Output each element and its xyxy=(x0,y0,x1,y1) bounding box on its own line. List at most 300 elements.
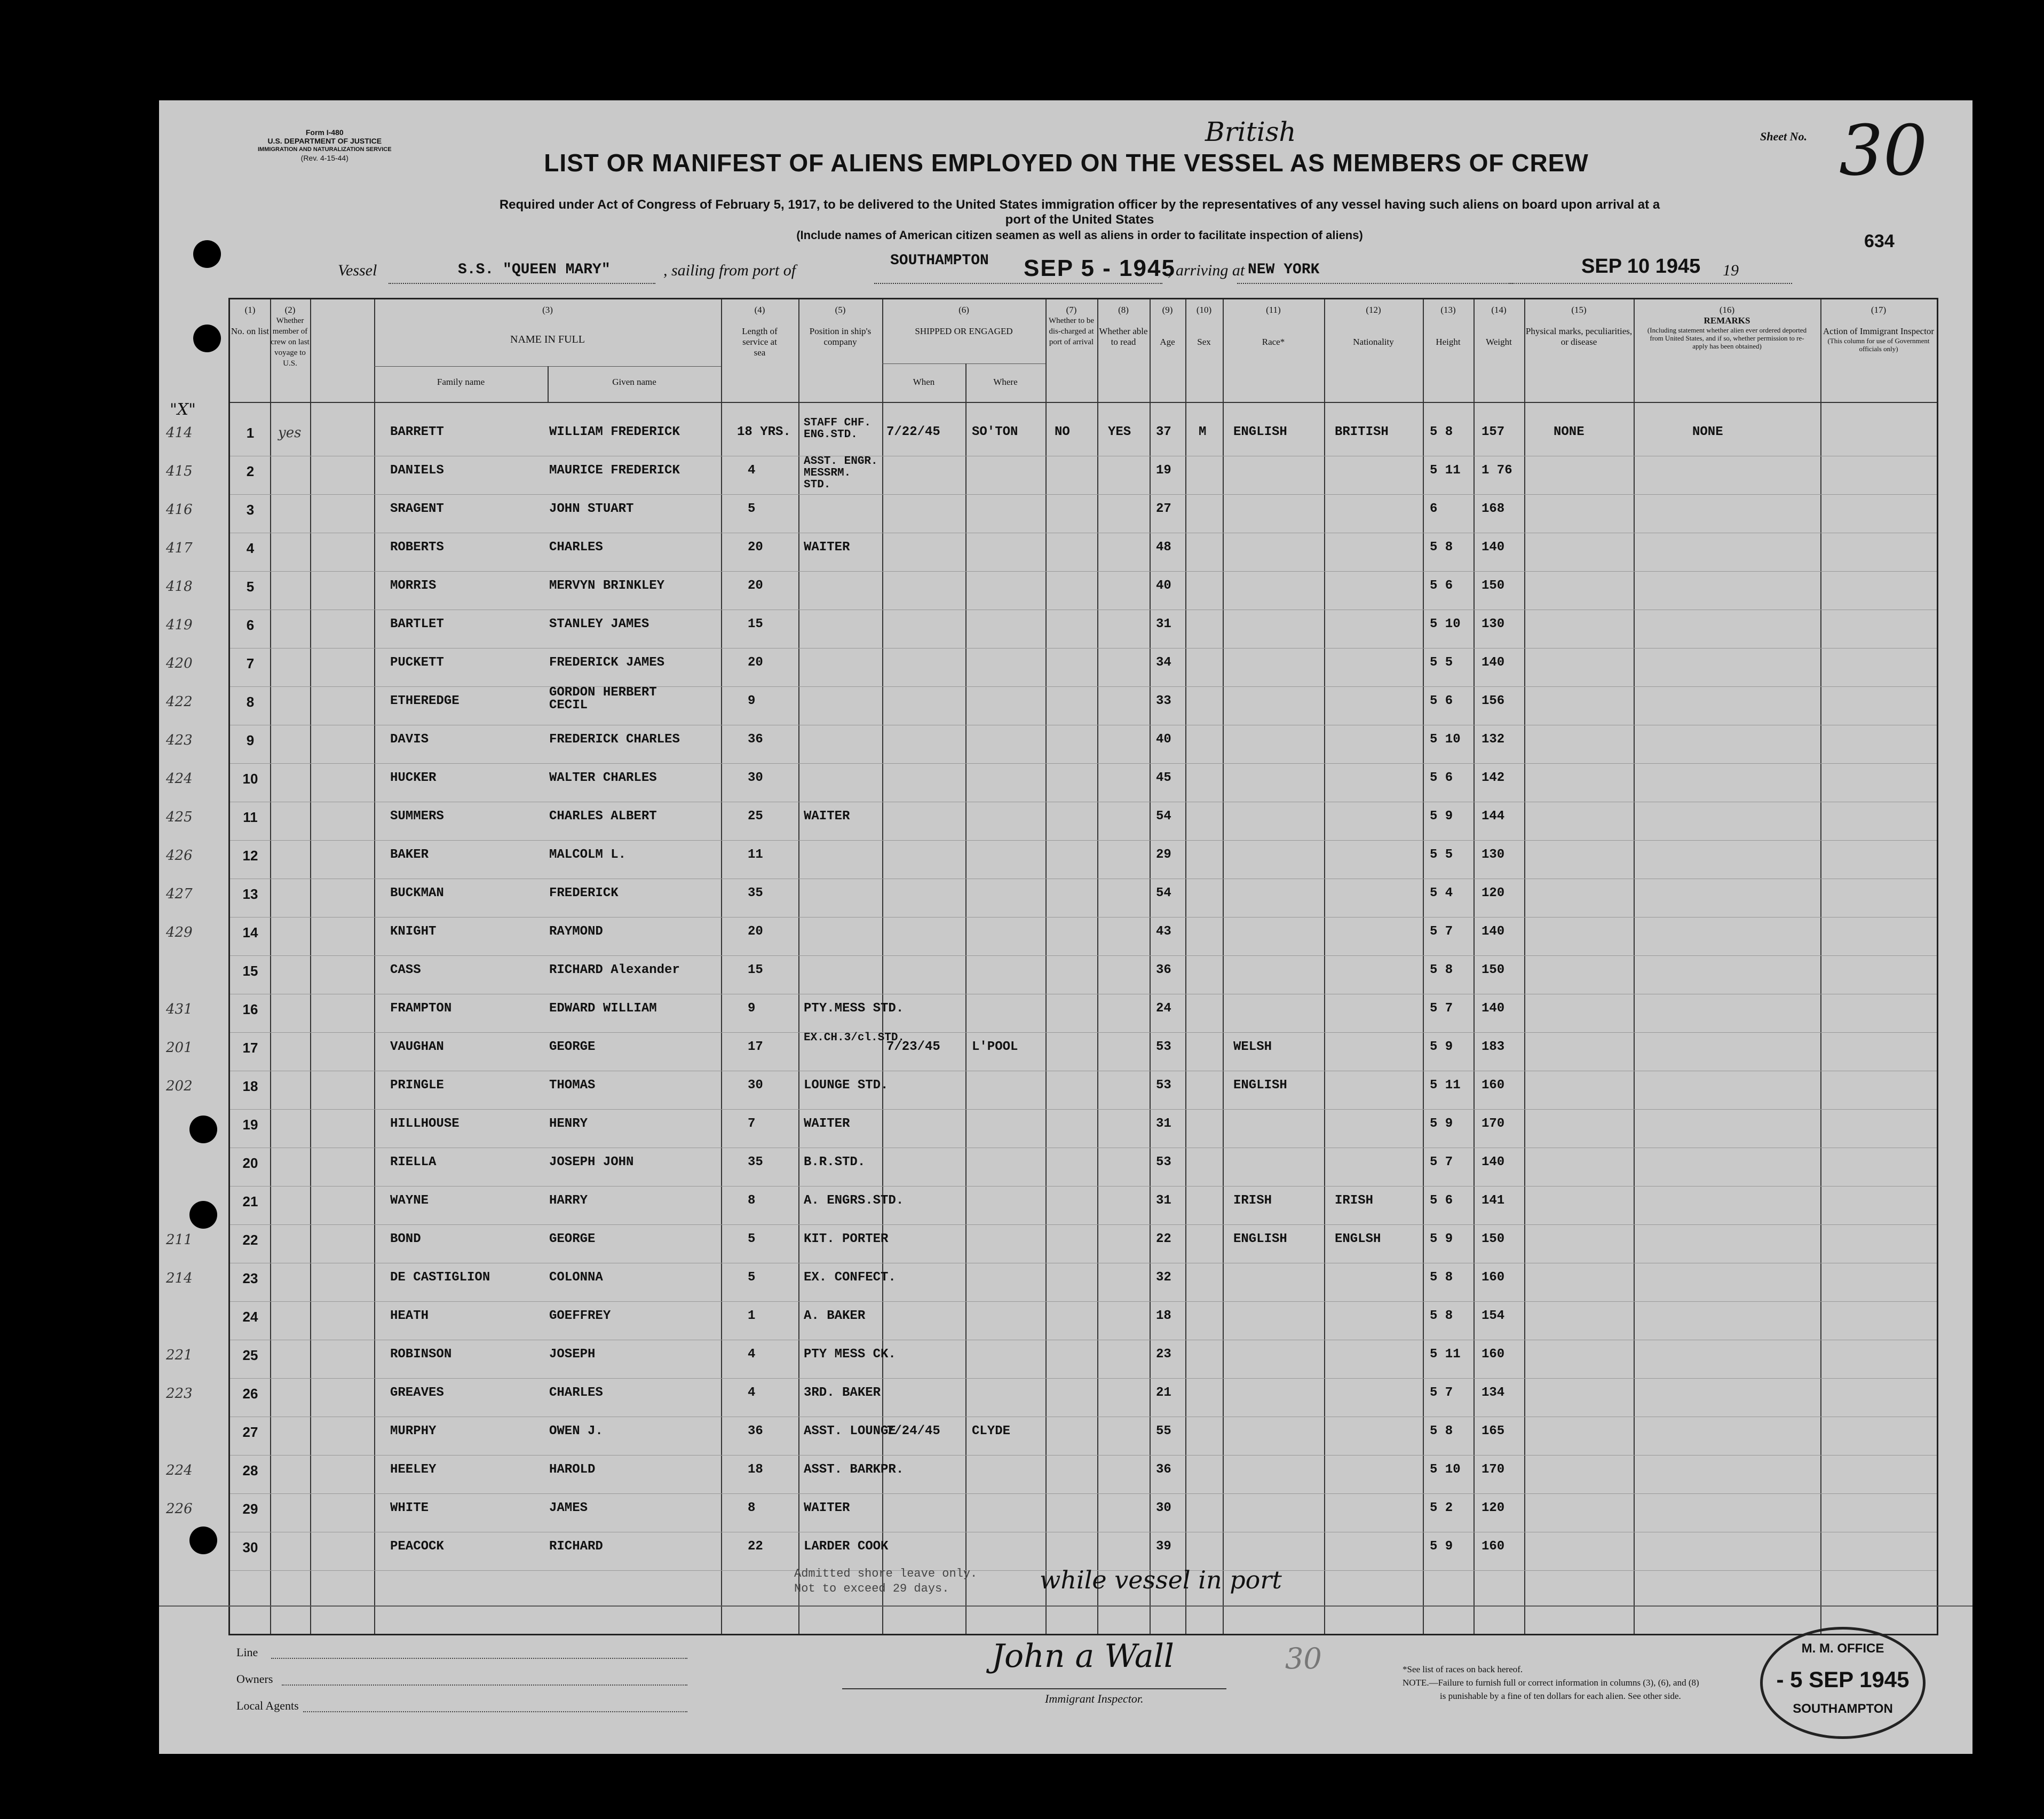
cell-age: 40 xyxy=(1156,732,1171,747)
cell-height: 5 6 xyxy=(1430,771,1453,785)
cell-age: 22 xyxy=(1156,1232,1171,1246)
col-num: (16) xyxy=(1719,305,1735,315)
cell-service: 17 xyxy=(748,1040,763,1054)
cell-height: 5 9 xyxy=(1430,809,1453,824)
cell-given: GORDON HERBERT CECIL xyxy=(549,685,657,713)
cell-age: 45 xyxy=(1156,771,1171,785)
cell-weight: 183 xyxy=(1481,1040,1505,1054)
stamp-top-text: M. M. OFFICE xyxy=(1801,1641,1884,1656)
col10-header xyxy=(1185,305,1223,347)
col-label: Whether able to read xyxy=(1099,326,1148,347)
cell-age: 36 xyxy=(1156,963,1171,977)
col-num: (7) xyxy=(1066,305,1077,315)
cell-service: 4 xyxy=(748,1386,756,1400)
row-number: 14 xyxy=(242,924,258,940)
cell-height: 5 6 xyxy=(1430,1193,1453,1208)
cell-height: 5 10 xyxy=(1430,732,1461,747)
port-underline xyxy=(874,283,1162,284)
cell-weight: 170 xyxy=(1481,1117,1505,1131)
punch-hole xyxy=(189,1116,217,1143)
col9-header xyxy=(1150,305,1185,347)
cell-weight: 154 xyxy=(1481,1309,1505,1323)
cell-where: L'POOL xyxy=(972,1040,1018,1054)
cell-service: 7 xyxy=(748,1117,756,1131)
margin-number: 211 xyxy=(166,1232,193,1248)
cell-position: PTY MESS CK. xyxy=(804,1347,896,1362)
row-number: 26 xyxy=(242,1386,258,1402)
margin-number: 423 xyxy=(166,732,193,748)
cell-height: 5 2 xyxy=(1430,1501,1453,1515)
cell-given: MALCOLM L. xyxy=(549,848,627,862)
col-num: (8) xyxy=(1118,305,1129,315)
row-rule xyxy=(230,955,1937,956)
margin-number: 221 xyxy=(166,1347,193,1363)
cell-weight: 150 xyxy=(1481,579,1505,593)
cell-family: BAKER xyxy=(390,848,429,862)
col-label: Race* xyxy=(1262,337,1285,347)
vessel-name: S.S. "QUEEN MARY" xyxy=(458,262,611,278)
col-label: Action of Immigrant Inspector xyxy=(1823,326,1935,336)
shore-leave-limit: Not to exceed 29 days. xyxy=(794,1582,949,1595)
cell-remarks: NONE xyxy=(1692,425,1723,439)
cell-given: JOSEPH xyxy=(549,1347,596,1362)
cell-age: 19 xyxy=(1156,463,1171,478)
column-divider xyxy=(374,299,375,1634)
cell-height: 5 7 xyxy=(1430,1386,1453,1400)
col4-header xyxy=(721,305,798,358)
cell-position: A. BAKER xyxy=(804,1309,866,1323)
row-rule xyxy=(230,1301,1937,1302)
cell-weight: 165 xyxy=(1481,1424,1505,1438)
cell-weight: 144 xyxy=(1481,809,1505,824)
vessel-label: Vessel xyxy=(338,262,377,279)
cell-position: EX. CONFECT. xyxy=(804,1270,896,1285)
col-note: (Including statement whether alien ever ordered deported from United States, and if so, whether permission to re-apply has been obtained) xyxy=(1647,326,1807,350)
cell-position: ASST. ENGR. MESSRM. STD. xyxy=(804,455,878,491)
cell-weight: 140 xyxy=(1481,655,1505,670)
row-number: 10 xyxy=(242,771,258,787)
col-label: REMARKS xyxy=(1704,315,1750,326)
col-num: (5) xyxy=(835,305,846,315)
given-name-header: Given name xyxy=(612,377,656,387)
cell-service: 11 xyxy=(748,848,763,862)
row-number: 7 xyxy=(246,655,255,671)
cell-position: EX.CH.3/cl.STD. xyxy=(804,1032,905,1044)
cell-race: ENGLISH xyxy=(1233,1078,1287,1093)
cell-given: GEORGE xyxy=(549,1232,596,1246)
col1-header xyxy=(230,305,270,337)
cell-when: 7/24/45 xyxy=(886,1424,940,1438)
cell-given: CHARLES ALBERT xyxy=(549,809,657,824)
cell-height: 5 8 xyxy=(1430,1270,1453,1285)
cell-weight: 140 xyxy=(1481,1001,1505,1016)
cell-family: DANIELS xyxy=(390,463,444,478)
cell-family: VAUGHAN xyxy=(390,1040,444,1054)
page-title: LIST OR MANIFEST OF ALIENS EMPLOYED ON THE VESSEL AS MEMBERS OF CREW xyxy=(544,149,1589,177)
row-number: 2 xyxy=(246,463,255,479)
margin-number: 424 xyxy=(166,771,193,787)
cell-service: 5 xyxy=(748,502,756,516)
cell-age: 48 xyxy=(1156,540,1171,555)
cell-position: 3RD. BAKER xyxy=(804,1386,881,1400)
shore-leave-note: Admitted shore leave only. xyxy=(794,1567,978,1580)
col8-header xyxy=(1097,305,1150,347)
cell-service: 9 xyxy=(748,694,756,708)
col-label: Physical marks, peculiarities, or disease xyxy=(1525,326,1633,347)
cell-age: 33 xyxy=(1156,694,1171,708)
cell-service: 36 xyxy=(748,1424,763,1438)
subtitle-line-1: Required under Act of Congress of February 5, 1917, to be delivered to the United States immigration officer by the representatives of any vessel having such aliens on board upon arrival at a xyxy=(499,197,1660,212)
cell-given: FREDERICK CHARLES xyxy=(549,732,680,747)
margin-number: 202 xyxy=(166,1078,193,1094)
cell-service: 20 xyxy=(748,924,763,939)
cell-family: BUCKMAN xyxy=(390,886,444,900)
row-rule xyxy=(230,840,1937,841)
cell-given: COLONNA xyxy=(549,1270,603,1285)
cell-given: HARRY xyxy=(549,1193,588,1208)
col5-header xyxy=(798,305,882,347)
cell-height: 5 7 xyxy=(1430,1155,1453,1169)
cell-height: 5 8 xyxy=(1430,425,1453,439)
cell-height: 5 8 xyxy=(1430,963,1453,977)
row-number: 25 xyxy=(242,1347,258,1363)
cell-position: B.R.STD. xyxy=(804,1155,866,1169)
cell-service: 8 xyxy=(748,1501,756,1515)
cell-height: 5 9 xyxy=(1430,1117,1453,1131)
form-id-line: U.S. DEPARTMENT OF JUSTICE xyxy=(267,137,382,145)
cell-position: WAITER xyxy=(804,1501,850,1515)
cell-weight: 140 xyxy=(1481,1155,1505,1169)
row-number: 12 xyxy=(242,848,258,864)
row-number: 9 xyxy=(246,732,255,748)
col-num: (4) xyxy=(754,305,765,315)
arrival-underline xyxy=(1237,283,1515,284)
cell-position: WAITER xyxy=(804,809,850,824)
column-divider xyxy=(1045,299,1047,1634)
cell-weight: 130 xyxy=(1481,617,1505,631)
cell-service: 20 xyxy=(748,579,763,593)
row-rule xyxy=(230,686,1937,687)
col-num: (17) xyxy=(1871,305,1887,315)
sailing-date-stamp: SEP 5 - 1945 xyxy=(1024,255,1176,281)
cell-service: 30 xyxy=(748,771,763,785)
margin-number: 414 xyxy=(166,425,193,441)
cell-service: 5 xyxy=(748,1232,756,1246)
line-label: Line xyxy=(236,1646,258,1659)
cell-family: FRAMPTON xyxy=(390,1001,452,1016)
margin-number: 425 xyxy=(166,809,193,825)
margin-number: 214 xyxy=(166,1270,193,1286)
row-rule xyxy=(230,1109,1937,1110)
row-number: 4 xyxy=(246,540,255,556)
column-divider xyxy=(1820,299,1821,1634)
row-rule xyxy=(230,917,1937,918)
row-number: 13 xyxy=(242,886,258,902)
cell-race: IRISH xyxy=(1233,1193,1272,1208)
cell-given: JOSEPH JOHN xyxy=(549,1155,634,1169)
cell-family: DAVIS xyxy=(390,732,429,747)
cell-height: 5 6 xyxy=(1430,694,1453,708)
column-divider xyxy=(1634,299,1635,1634)
cell-given: WALTER CHARLES xyxy=(549,771,657,785)
col-label: SHIPPED OR ENGAGED xyxy=(915,326,1013,336)
col-num: (9) xyxy=(1162,305,1173,315)
cell-service: 15 xyxy=(748,963,763,977)
cell-family: BARTLET xyxy=(390,617,444,631)
row-number: 22 xyxy=(242,1232,258,1248)
column-divider xyxy=(798,299,799,1634)
cell-where: SO'TON xyxy=(972,425,1018,439)
manifest-sheet xyxy=(159,100,1972,1754)
cell-given: THOMAS xyxy=(549,1078,596,1093)
column-divider xyxy=(1473,299,1475,1634)
column-divider xyxy=(1097,299,1098,1634)
cell-given: RICHARD Alexander xyxy=(549,963,680,977)
penalty-note-cont: is punishable by a fine of ten dollars for each alien. See other side. xyxy=(1440,1691,1681,1701)
margin-number: 420 xyxy=(166,655,193,671)
cell-weight: 160 xyxy=(1481,1270,1505,1285)
cell-service: 5 xyxy=(748,1270,756,1285)
cell-age: 21 xyxy=(1156,1386,1171,1400)
row-number: 11 xyxy=(243,809,258,825)
subtitle-line-3: (Include names of American citizen seamen as well as aliens in order to facilitate inspection of aliens) xyxy=(796,228,1363,242)
col6-header xyxy=(882,305,1045,337)
inspector-signature: John a Wall xyxy=(992,1638,1174,1675)
vessel-underline xyxy=(389,283,655,284)
office-stamp xyxy=(1760,1627,1926,1739)
col-label: Weight xyxy=(1486,337,1512,347)
form-id-line: IMMIGRATION AND NATURALIZATION SERVICE xyxy=(258,146,392,153)
cell-nationality: IRISH xyxy=(1335,1193,1374,1208)
cell-weight: 132 xyxy=(1481,732,1505,747)
row-rule xyxy=(230,1032,1937,1033)
cell-family: HILLHOUSE xyxy=(390,1117,459,1131)
cell-family: GREAVES xyxy=(390,1386,444,1400)
row-number: 23 xyxy=(242,1270,258,1286)
cell-family: BOND xyxy=(390,1232,421,1246)
cell-height: 5 8 xyxy=(1430,540,1453,555)
row-rule xyxy=(230,1186,1937,1187)
cell-age: 55 xyxy=(1156,1424,1171,1438)
cell-height: 5 11 xyxy=(1430,463,1461,478)
penalty-note: NOTE.—Failure to furnish full or correct information in columns (3), (6), and (8) xyxy=(1403,1678,1699,1688)
port-to: NEW YORK xyxy=(1248,262,1320,278)
row-number: 21 xyxy=(242,1193,258,1209)
cell-family: RIELLA xyxy=(390,1155,437,1169)
cell-age: 32 xyxy=(1156,1270,1171,1285)
cell-given: GOEFFREY xyxy=(549,1309,611,1323)
cell-family: WAYNE xyxy=(390,1193,429,1208)
margin-number: 427 xyxy=(166,886,193,902)
cell-height: 5 10 xyxy=(1430,1462,1461,1477)
cell-position: KIT. PORTER xyxy=(804,1232,889,1246)
cell-age: 54 xyxy=(1156,809,1171,824)
col-num: (2) xyxy=(284,305,296,315)
cell-given: RICHARD xyxy=(549,1539,603,1554)
margin-number: 431 xyxy=(166,1001,193,1017)
cell-weight: 168 xyxy=(1481,502,1505,516)
where-header: Where xyxy=(993,377,1018,387)
col-note: (This column for use of Government officials only) xyxy=(1827,337,1930,353)
cell-given: STANLEY JAMES xyxy=(549,617,649,631)
row-number: 16 xyxy=(242,1001,258,1017)
col2-header xyxy=(270,305,310,369)
cell-race: ENGLISH xyxy=(1233,425,1287,439)
cell-weight: 150 xyxy=(1481,1232,1505,1246)
row-number: 27 xyxy=(242,1424,258,1440)
col-num: (13) xyxy=(1440,305,1456,315)
row-number: 20 xyxy=(242,1155,258,1171)
cell-weight: 160 xyxy=(1481,1078,1505,1093)
cell-service: 1 xyxy=(748,1309,756,1323)
arrival-date-stamp: SEP 10 1945 xyxy=(1581,255,1701,278)
line-field xyxy=(271,1658,687,1659)
margin-x-mark: "X" xyxy=(170,400,196,419)
col-num: (6) xyxy=(958,305,969,315)
form-id-line: Form I-480 xyxy=(305,128,344,137)
col-label: Height xyxy=(1436,337,1461,347)
cell-position: WAITER xyxy=(804,1117,850,1131)
col-num: (1) xyxy=(244,305,256,315)
col16-header xyxy=(1634,305,1820,350)
row-rule xyxy=(230,1378,1937,1379)
col-label: Nationality xyxy=(1353,337,1394,347)
cell-weight: 120 xyxy=(1481,1501,1505,1515)
cell-position: WAITER xyxy=(804,540,850,555)
cell-weight: 141 xyxy=(1481,1193,1505,1208)
col12-header xyxy=(1324,305,1423,347)
cell-height: 5 7 xyxy=(1430,924,1453,939)
owners-label: Owners xyxy=(236,1672,273,1686)
cell-marks: NONE xyxy=(1554,425,1585,439)
cell-family: SRAGENT xyxy=(390,502,444,516)
row-number: 8 xyxy=(246,694,255,710)
col-label: Length of service at sea xyxy=(742,326,778,358)
row-number: 28 xyxy=(242,1462,258,1478)
row-number: 29 xyxy=(242,1501,258,1517)
row-rule xyxy=(230,1493,1937,1494)
cell-position: LOUNGE STD. xyxy=(804,1078,889,1093)
row-number: 17 xyxy=(242,1040,258,1056)
col-num: (11) xyxy=(1266,305,1281,315)
cell-position: PTY.MESS STD. xyxy=(804,1001,904,1016)
cell-height: 5 9 xyxy=(1430,1232,1453,1246)
cell-given: JAMES xyxy=(549,1501,588,1515)
cell-family: ROBINSON xyxy=(390,1347,452,1362)
row-number: 30 xyxy=(242,1539,258,1555)
cell-age: 39 xyxy=(1156,1539,1171,1554)
cell-family: PRINGLE xyxy=(390,1078,444,1093)
cell-nationality: BRITISH xyxy=(1335,425,1389,439)
cell-family: HUCKER xyxy=(390,771,437,785)
cell-height: 5 9 xyxy=(1430,1539,1453,1554)
cell-position: ASST. LOUNGE xyxy=(804,1424,896,1438)
shipped-subdivider xyxy=(965,363,966,1634)
cell-service: 20 xyxy=(748,655,763,670)
row-rule xyxy=(230,571,1937,572)
margin-number: 416 xyxy=(166,502,193,518)
cell-age: 31 xyxy=(1156,1117,1171,1131)
port-from: SOUTHAMPTON xyxy=(890,252,989,269)
cell-age: 54 xyxy=(1156,886,1171,900)
cell-weight: 170 xyxy=(1481,1462,1505,1477)
cell-age: 37 xyxy=(1156,425,1171,439)
cell-service: 4 xyxy=(748,463,756,478)
handwritten-note: while vessel in port xyxy=(1040,1565,1282,1594)
date-underline xyxy=(1509,283,1792,284)
cell-height: 5 11 xyxy=(1430,1078,1461,1093)
header-bottom-rule xyxy=(230,402,1937,403)
cell-family: PEACOCK xyxy=(390,1539,444,1554)
cell-when: 7/23/45 xyxy=(886,1040,940,1054)
col-label: Whether member of crew on last voyage to U.S. xyxy=(271,317,310,368)
year-suffix: 19 xyxy=(1723,262,1739,279)
margin-number: 417 xyxy=(166,540,193,556)
sailing-label: , sailing from port of xyxy=(663,262,796,279)
when-header: When xyxy=(913,377,935,387)
cell-service: 25 xyxy=(748,809,763,824)
cell-service: 35 xyxy=(748,886,763,900)
punch-hole xyxy=(189,1527,217,1554)
cell-height: 5 7 xyxy=(1430,1001,1453,1016)
col-label: Whether to be dis-charged at port of arrival xyxy=(1049,317,1094,346)
cell-where: CLYDE xyxy=(972,1424,1011,1438)
cell-age: 29 xyxy=(1156,848,1171,862)
last-voyage-mark: yes xyxy=(278,425,302,441)
col-num: (12) xyxy=(1366,305,1381,315)
races-note: *See list of races on back hereof. xyxy=(1403,1664,1523,1674)
cell-family: PUCKETT xyxy=(390,655,444,670)
cell-given: EDWARD WILLIAM xyxy=(549,1001,657,1016)
punch-hole xyxy=(193,325,221,352)
cell-weight: 130 xyxy=(1481,848,1505,862)
handwritten-30: 30 xyxy=(1285,1642,1322,1675)
row-number: 24 xyxy=(242,1309,258,1325)
cell-read: YES xyxy=(1108,425,1131,439)
cell-height: 5 6 xyxy=(1430,579,1453,593)
cell-sex: M xyxy=(1199,425,1207,439)
cell-weight: 1 76 xyxy=(1481,463,1512,478)
cell-height: 5 10 xyxy=(1430,617,1461,631)
cell-race: ENGLISH xyxy=(1233,1232,1287,1246)
cell-height: 6 xyxy=(1430,502,1438,516)
cell-age: 40 xyxy=(1156,579,1171,593)
cell-age: 43 xyxy=(1156,924,1171,939)
cell-position: LARDER COOK xyxy=(804,1539,889,1554)
cell-age: 27 xyxy=(1156,502,1171,516)
form-id-line: (Rev. 4-15-44) xyxy=(300,154,348,162)
col15-header xyxy=(1524,305,1634,347)
cell-weight: 134 xyxy=(1481,1386,1505,1400)
cell-family: HEATH xyxy=(390,1309,429,1323)
punch-hole xyxy=(189,1201,217,1229)
cell-given: MAURICE FREDERICK xyxy=(549,463,680,478)
column-divider xyxy=(1150,299,1151,1634)
cell-given: CHARLES xyxy=(549,540,603,555)
number-634: 634 xyxy=(1864,231,1895,251)
row-rule xyxy=(230,763,1937,764)
row-number: 18 xyxy=(242,1078,258,1094)
col14-header xyxy=(1473,305,1524,347)
cell-service: 18 xyxy=(748,1462,763,1477)
cell-family: WHITE xyxy=(390,1501,429,1515)
cell-age: 53 xyxy=(1156,1040,1171,1054)
column-divider xyxy=(1524,299,1525,1634)
cell-service: 20 xyxy=(748,540,763,555)
subtitle-line-2: port of the United States xyxy=(1005,212,1154,227)
cell-service: 35 xyxy=(748,1155,763,1169)
cell-height: 5 8 xyxy=(1430,1424,1453,1438)
